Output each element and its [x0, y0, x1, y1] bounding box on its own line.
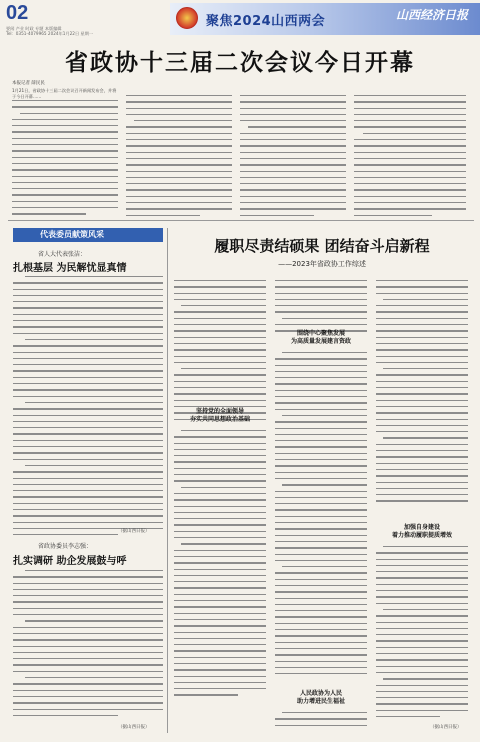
- page-header: [0, 0, 480, 40]
- byline: 本报记者 薛民民: [12, 81, 45, 86]
- section-heading: [275, 690, 367, 706]
- emblem-icon: [176, 7, 198, 29]
- section-heading: [174, 408, 266, 424]
- newspaper-masthead: 山西经济日报: [396, 8, 469, 22]
- story-credit: （据山西日报）: [118, 529, 150, 534]
- feature-column: [275, 280, 367, 337]
- section-heading-text: [174, 264, 175, 265]
- page-number: 02: [6, 2, 29, 24]
- feature-column: [275, 712, 367, 731]
- banner-title: 聚焦2024山西两会: [206, 14, 326, 29]
- top-article-column: [354, 95, 466, 221]
- column-divider: [167, 228, 168, 733]
- column-label: 代表委员献策风采: [40, 230, 104, 239]
- feature-column: [376, 280, 468, 507]
- feature-column: [376, 546, 468, 722]
- section-heading-text: 人民政协为人民 助力增进民生福祉: [296, 690, 345, 705]
- feature-headline: 履职尽责结硕果 团结奋斗启新程: [214, 237, 430, 255]
- header-info-line: Tel：0351-4079965 2024年1月22日 星期一: [6, 31, 94, 36]
- feature-credit: （据山西日报）: [430, 725, 462, 730]
- section-heading: [376, 524, 468, 540]
- story-subhead: 省政协委员李志强：: [38, 543, 93, 550]
- story-body: [13, 276, 163, 540]
- header-info: [6, 26, 93, 36]
- section-heading-text: 坚持党的全面领导 夯实共同思想政治基础: [189, 408, 250, 423]
- feature-column: [174, 430, 266, 701]
- lead-paragraph: 1月21日，省政协十三届二次会议召开新闻发布会，并将于今日开幕……: [12, 88, 117, 100]
- story-headline: 扎根基层 为民解忧显真情: [13, 263, 127, 274]
- feature-column: [174, 280, 266, 425]
- top-article-column: [240, 95, 346, 221]
- story-headline: 扎实调研 助企发展鼓与呼: [13, 556, 127, 567]
- story-body: [13, 570, 163, 721]
- header-info-line: 要闻 产业 时政 专题 本版编辑: [6, 26, 62, 31]
- story-credit: （据山西日报）: [118, 725, 150, 730]
- section-heading: [275, 330, 367, 346]
- top-article-column: [126, 95, 232, 221]
- feature-subheadline: ——2023年省政协工作综述: [278, 260, 366, 268]
- section-heading-text: 围绕中心聚焦发展 为高质量发展建言资政: [290, 330, 351, 345]
- section-heading-text: 加强自身建设 着力推动履职提质增效: [391, 524, 452, 539]
- feature-column: [275, 352, 367, 679]
- main-headline: 省政协十三届二次会议今日开幕: [65, 50, 415, 76]
- top-article-column: [12, 88, 118, 220]
- story-subhead: 省人大代表张洁：: [38, 251, 87, 258]
- section-divider: [8, 220, 474, 221]
